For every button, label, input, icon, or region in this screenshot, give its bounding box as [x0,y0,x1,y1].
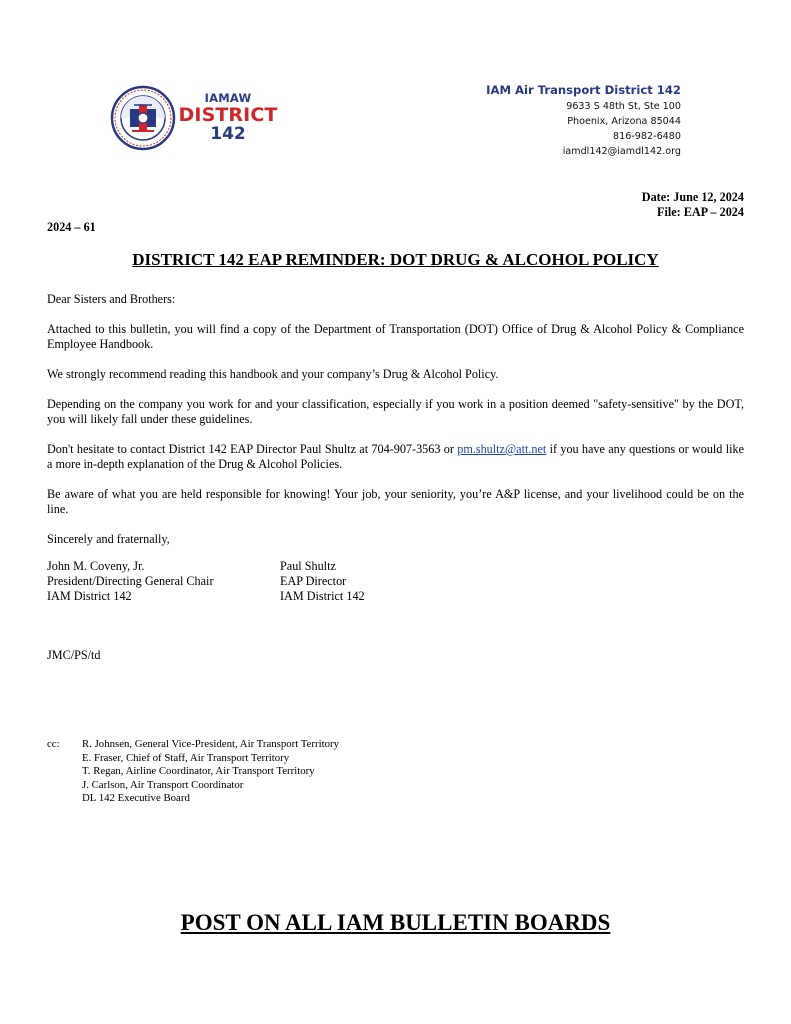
signatory-org: IAM District 142 [280,589,365,603]
letterhead-address [486,82,681,159]
letter-body [47,292,744,562]
paragraph-contact [47,442,744,472]
org-name: IAM Air Transport District 142 [486,83,681,97]
district-logo [110,85,280,155]
cc-recipient: R. Johnsen, General Vice-President, Air Transport Territory [82,738,339,750]
address-line-1: 9633 S 48th St, Ste 100 [566,101,681,112]
cc-label: cc: [47,738,60,750]
logo-line-district: DISTRICT [178,103,278,126]
signatory-org: IAM District 142 [47,589,132,603]
cc-recipient: E. Fraser, Chief of Staff, Air Transport Territory [82,751,290,764]
cc-list [82,738,339,806]
logo-line-number: 142 [210,123,246,144]
contact-text-after: if you have any questions or would like a more in-depth explanation of the Drug & Alcohol Policies. [47,442,744,471]
paragraph-classification: Depending on the company you work for and your classification, especially if you work in a position deemed "safety-sensitive" by the DOT, you will likely fall under these guidelines. [47,397,744,426]
posting-instruction: POST ON ALL IAM BULLETIN BOARDS [180,910,611,935]
logo-wordmark [178,93,278,143]
paragraph-recommend: We strongly recommend reading this handbook and your company’s Drug & Alcohol Policy. [47,367,499,381]
date-file-block [642,190,744,220]
signatory-title: President/Directing General Chair [47,574,214,588]
cc-recipient: T. Regan, Airline Coordinator, Air Transport Territory [82,765,315,777]
cc-recipient: DL 142 Executive Board [82,792,190,804]
signatory-title: EAP Director [280,574,347,588]
address-line-2: Phoenix, Arizona 85044 [567,116,681,127]
org-email: iamdl142@iamdl142.org [562,146,681,157]
salutation: Dear Sisters and Brothers: [47,292,176,306]
email-link[interactable]: pm.shultz@att.net [457,442,547,456]
signatory-president [47,559,214,604]
logo-line-iamaw: IAMAW [204,91,252,105]
iam-seal-icon [110,85,176,151]
bulletin-file: File: EAP – 2024 [657,205,744,219]
phone-number: 816-982-6480 [613,131,681,142]
contact-text-before: Don't hesitate to contact District 142 EAP Director Paul Shultz at 704-907-3563 or [47,442,458,456]
paragraph-warning: Be aware of what you are held responsible for knowing! Your job, your seniority, you’re A&P license, and your livelihood could be on the line. [47,487,744,516]
cc-recipient: J. Carlson, Air Transport Coordinator [82,778,244,791]
bulletin-number: 2024 – 61 [47,220,96,234]
signatory-name: Paul Shultz [280,559,336,573]
paragraph-handbook: Attached to this bulletin, you will find a copy of the Department of Transportation (DOT) Office of Drug & Alcohol Policy & Compliance Employee Handbook. [47,322,744,351]
signatory-name: John M. Coveny, Jr. [47,559,145,573]
bulletin-date: Date: June 12, 2024 [641,190,744,204]
typist-initials: JMC/PS/td [47,648,101,662]
signatory-eap-director [280,559,365,604]
bulletin-title: DISTRICT 142 EAP REMINDER: DOT DRUG & ALCOHOL POLICY [132,250,659,269]
closing: Sincerely and fraternally, [47,532,170,546]
